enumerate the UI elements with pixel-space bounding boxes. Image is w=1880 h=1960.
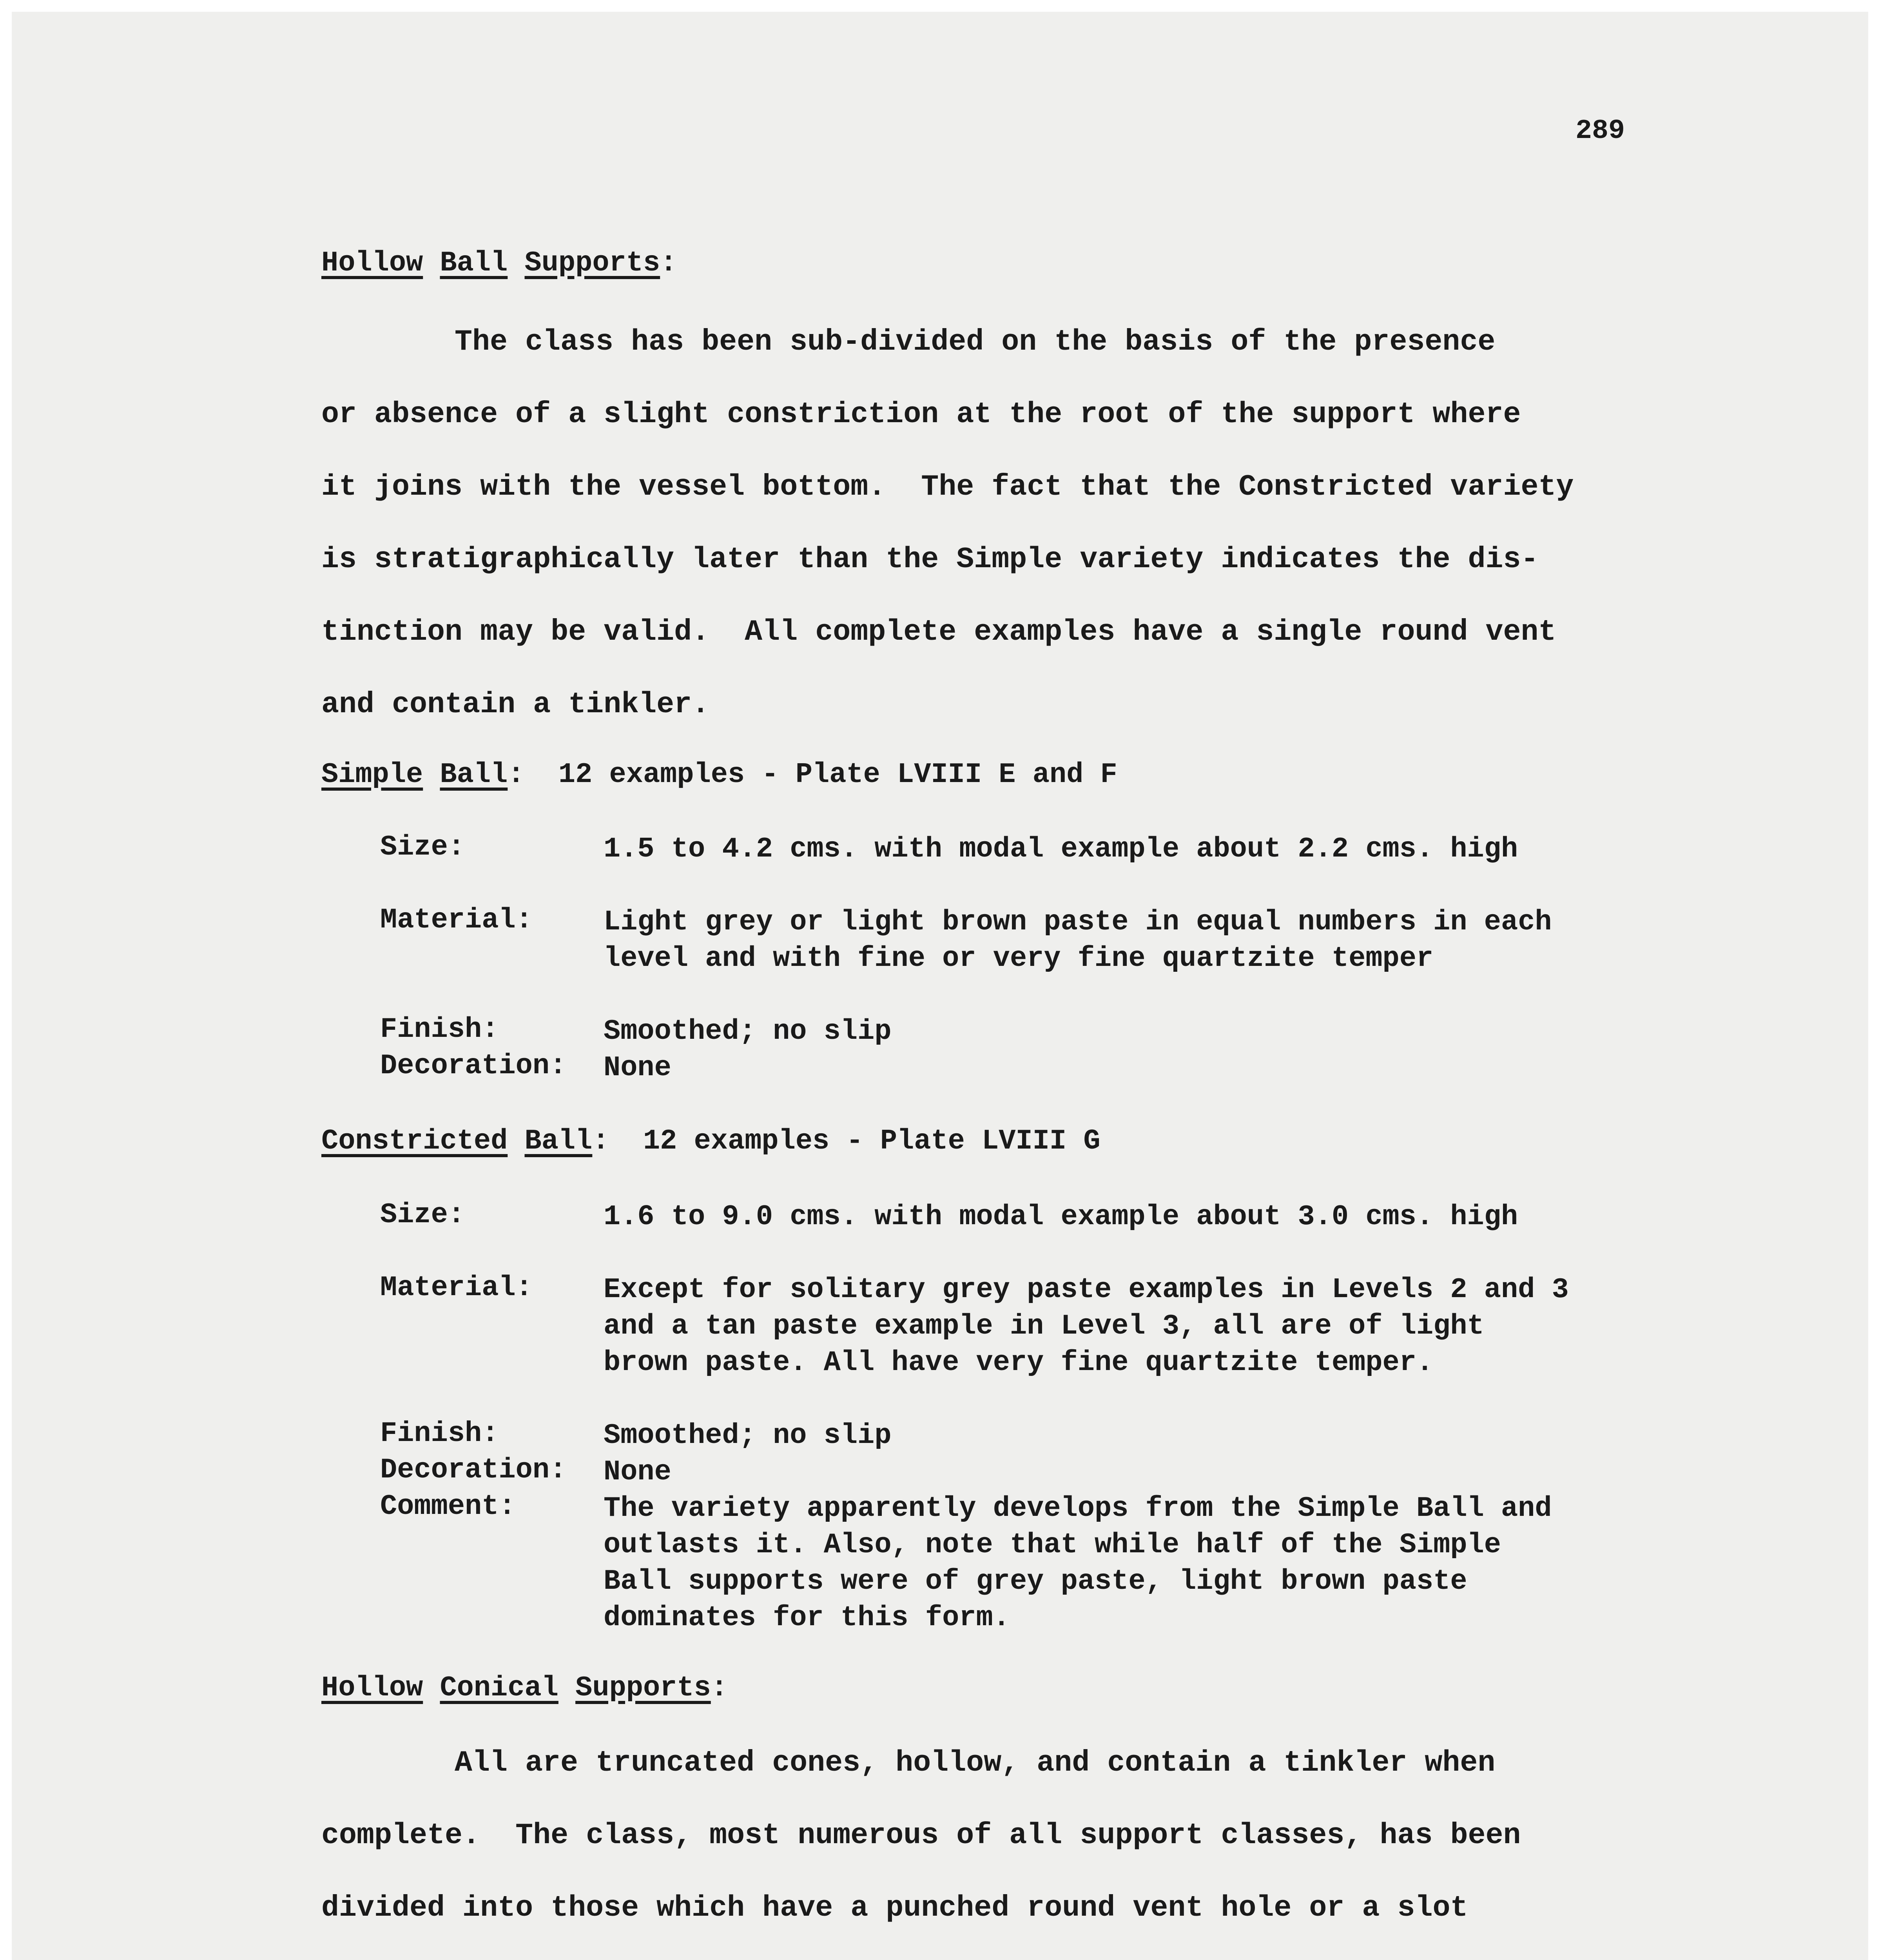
paragraph-line: and contain a tinkler.	[321, 688, 710, 721]
field-label-decoration: Decoration:	[380, 1050, 567, 1082]
field-value-finish: Smoothed; no slip	[604, 1015, 892, 1047]
paragraph-line: is stratigraphically later than the Simple variety indicates the dis-	[321, 543, 1539, 576]
field-value-size: 1.5 to 4.2 cms. with modal example about 2.2 cms. high	[604, 833, 1518, 865]
field-value-comment: The variety apparently develops from the Simple Ball and outlasts it. Also, note that while half of the Simple Ball supports were of grey paste, light brown paste dominates for this form.	[604, 1492, 1552, 1634]
heading-colon: :	[660, 247, 677, 279]
paragraph-line: tinction may be valid. All complete examples have a single round vent	[321, 615, 1556, 649]
heading-word: Constricted	[321, 1125, 508, 1157]
subsection-heading-constricted-ball	[321, 1125, 1100, 1157]
section-heading-hollow-conical-supports	[321, 1672, 728, 1704]
field-label-size: Size:	[380, 831, 465, 863]
field-label-size: Size:	[380, 1199, 465, 1231]
heading-word: Supports	[524, 247, 660, 279]
field-value-decoration: None	[604, 1052, 671, 1084]
paragraph-line: The class has been sub-divided on the basis of the presence	[455, 325, 1496, 359]
page-number: 289	[1575, 116, 1625, 147]
field-value-decoration: None	[604, 1456, 671, 1488]
subsection-heading-simple-ball	[321, 759, 1117, 791]
heading-detail: : 12 examples - Plate LVIII E and F	[508, 759, 1117, 791]
heading-word: Conical	[440, 1672, 558, 1704]
heading-word: Ball	[524, 1125, 593, 1157]
heading-word: Ball	[440, 759, 508, 791]
field-label-decoration: Decoration:	[380, 1454, 567, 1486]
field-label-material: Material:	[380, 904, 533, 936]
paragraph-line: divided into those which have a punched round vent hole or a slot	[321, 1891, 1468, 1925]
field-value-material: Light grey or light brown paste in equal numbers in each level and with fine or very fine quartzite temper	[604, 906, 1552, 975]
field-value-material: Except for solitary grey paste examples in Levels 2 and 3 and a tan paste example in Level 3, all are of light brown paste. All have very fine quartzite temper.	[604, 1274, 1569, 1379]
heading-word: Supports	[575, 1672, 711, 1704]
field-label-finish: Finish:	[380, 1013, 499, 1045]
heading-word: Ball	[440, 247, 508, 279]
field-label-material: Material:	[380, 1272, 533, 1304]
paragraph-line: or absence of a slight constriction at the root of the support where	[321, 398, 1521, 431]
heading-word: Simple	[321, 759, 423, 791]
document-page	[12, 12, 1868, 1960]
heading-word: Hollow	[321, 247, 423, 279]
paragraph-line: All are truncated cones, hollow, and contain a tinkler when	[455, 1746, 1496, 1780]
field-label-finish: Finish:	[380, 1417, 499, 1450]
field-label-comment: Comment:	[380, 1490, 516, 1523]
section-heading-hollow-ball-supports	[321, 247, 677, 279]
heading-detail: : 12 examples - Plate LVIII G	[592, 1125, 1100, 1157]
paragraph-line: complete. The class, most numerous of all support classes, has been	[321, 1819, 1521, 1852]
paragraph-line: it joins with the vessel bottom. The fact that the Constricted variety	[321, 470, 1574, 504]
heading-word: Hollow	[321, 1672, 423, 1704]
field-value-finish: Smoothed; no slip	[604, 1419, 892, 1452]
field-value-size: 1.6 to 9.0 cms. with modal example about 3.0 cms. high	[604, 1201, 1518, 1233]
heading-colon: :	[711, 1672, 728, 1704]
